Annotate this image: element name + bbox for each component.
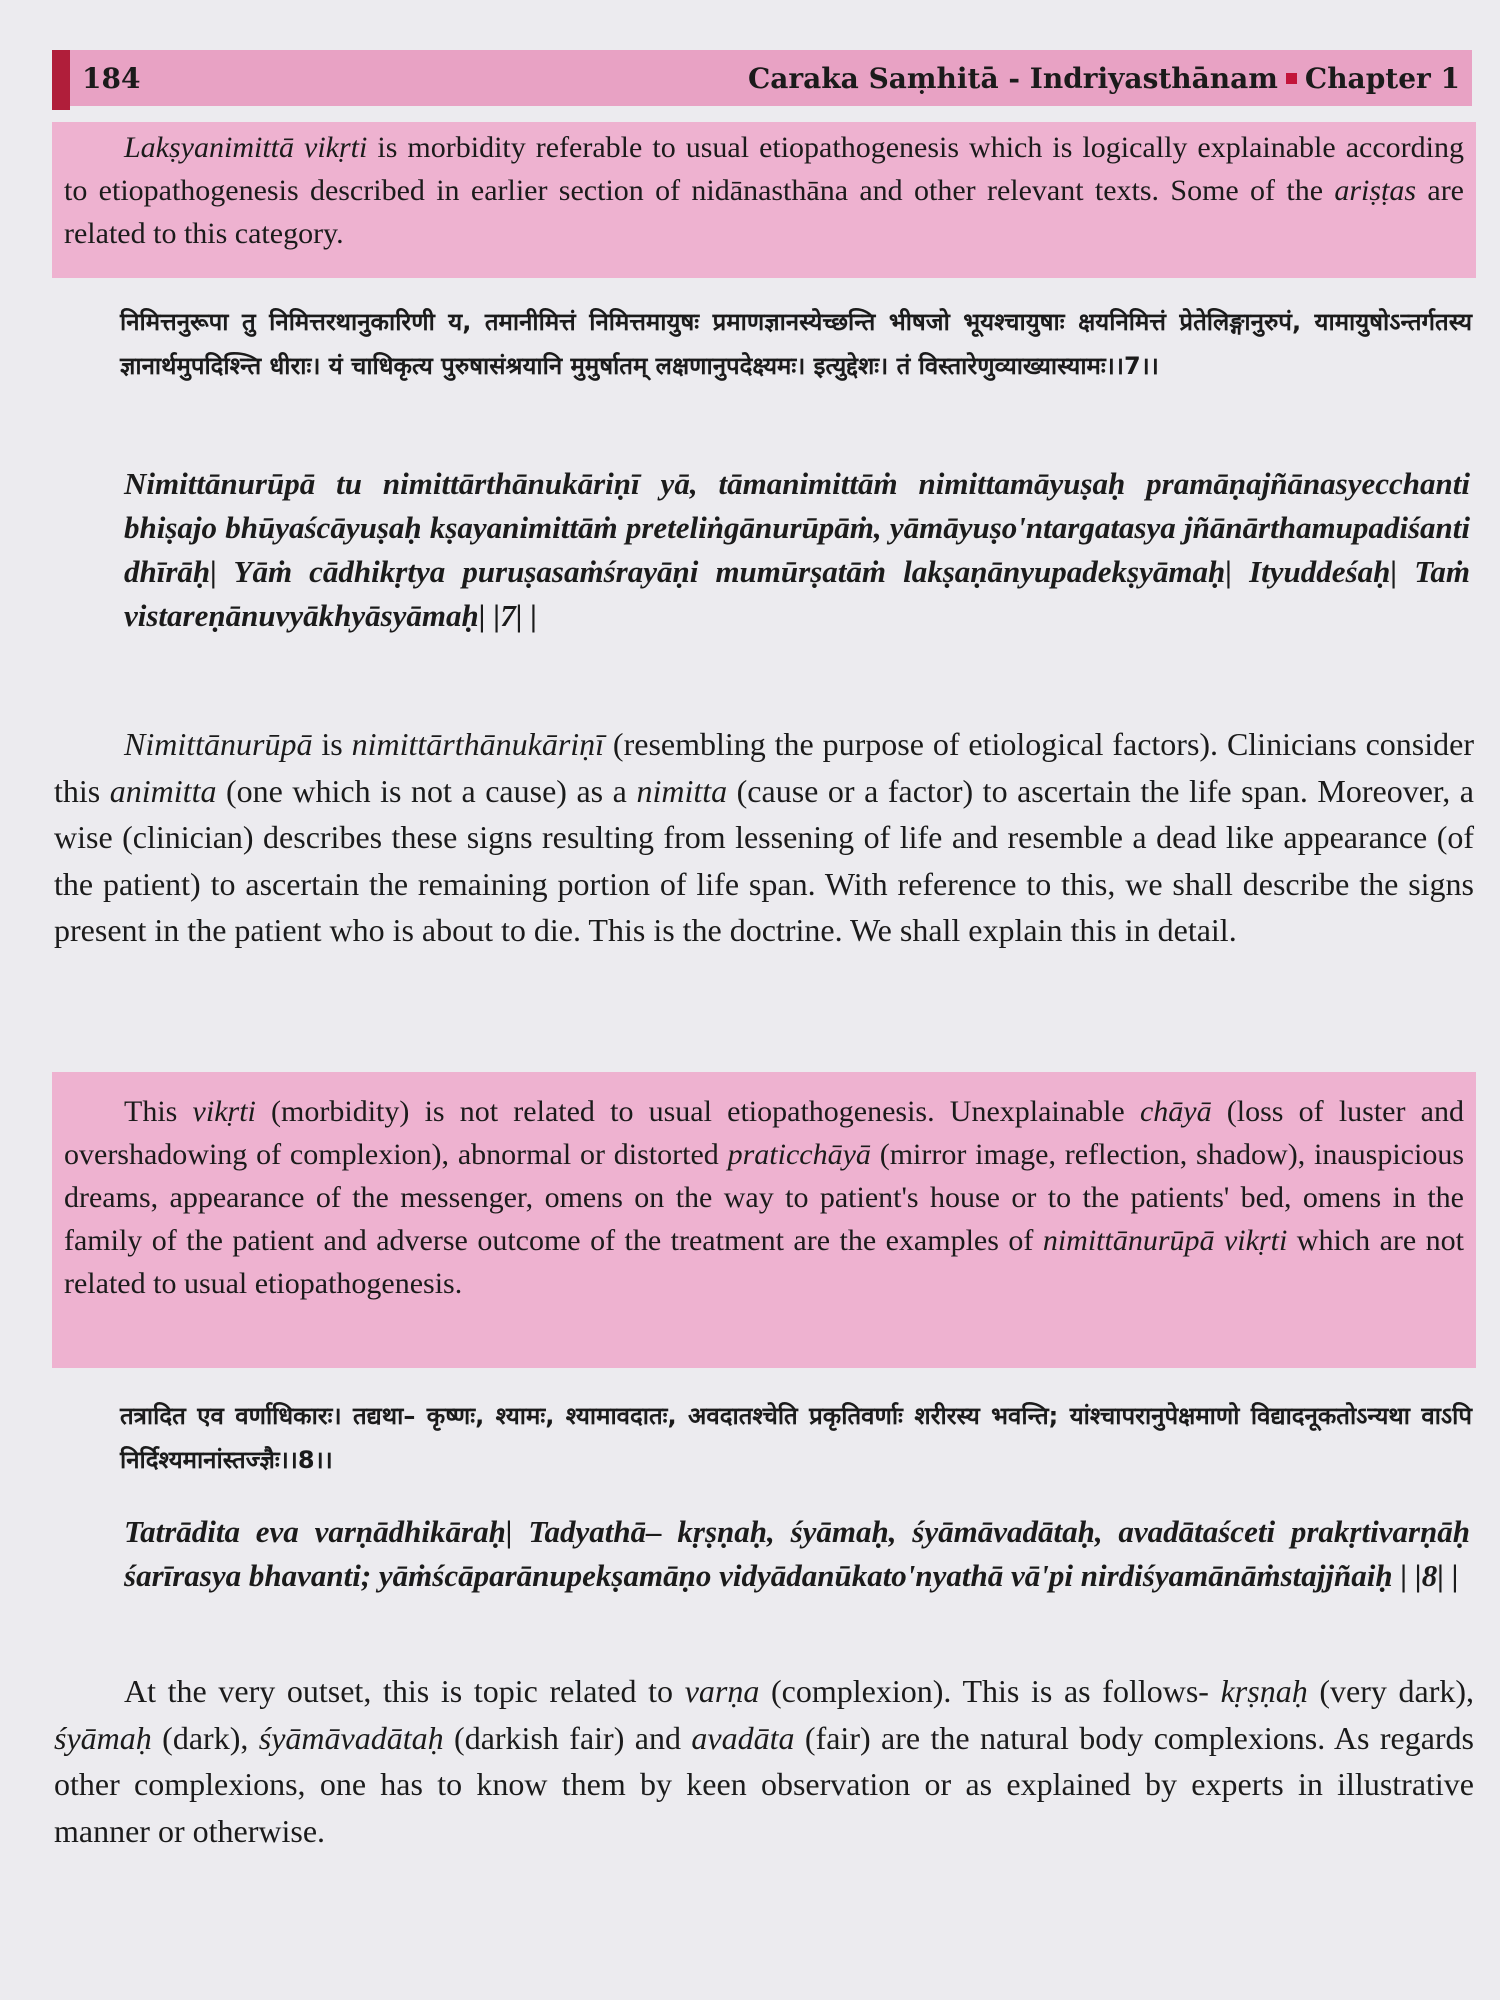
- commentary-box-laksyanimitta: [52, 122, 1476, 278]
- page-number: 184: [82, 62, 141, 95]
- separator-square-icon: [1286, 73, 1297, 84]
- translation-paragraph-7: Nimittānurūpā is nimittārthānukāriṇī (resembling the purpose of etiological factors). Clinicians consider this animitta (one which is not a cause) as a nimitta (cause or a factor) to ascertain the life span. Moreover, a wise (clinician) describes these signs resulting from lessening of life and resemble a dead like appearance (of the patient) to ascertain the remaining portion of life span. With reference to this, we shall describe the signs present in the patient who is about to die. This is the doctrine. We shall explain this in detail.: [54, 726, 1475, 948]
- translation-paragraph-8: At the very outset, this is topic related to varṇa (complexion). This is as follows- kṛṣṇaḥ (very dark), śyāmaḥ (dark), śyāmāvadātaḥ (darkish fair) and avadāta (fair) are the natural body complexions. As regards other complexions, one has to know them by keen observation or as explained by experts in illustrative manner or otherwise.: [54, 1673, 1475, 1849]
- commentary-paragraph: This vikṛti (morbidity) is not related to usual etiopathogenesis. Unexplainable chāyā (loss of luster and overshadowing of complexion), abnormal or distorted praticchāyā (mirror image, reflection, shadow), inauspicious dreams, appearance of the messenger, omens on the way to patient's house or to the patients' bed, omens in the family of the patient and adverse outcome of the treatment are the examples of nimittānurūpā vikṛti which are not related to usual etiopathogenesis.: [64, 1095, 1464, 1300]
- running-header: [52, 50, 1472, 106]
- transliteration-verse-7: Nimittānurūpā tu nimittārthānukāriṇī yā, tāmanimittāṁ nimittamāyuṣaḥ pramāṇajñānasyecchanti bhiṣajo bhūyaścāyuṣaḥ kṣayanimittāṁ preteliṅgānurūpāṁ, yāmāyuṣo'ntargatasya jñānārthamupadiśanti dhīrāḥ| Yāṁ cādhikṛtya puruṣasaṁśrayāṇi mumūrṣatāṁ lakṣaṇānyupadekṣyāmaḥ| Ityuddeśaḥ| Taṁ vistareṇānuvyākhyāsyāmaḥ| |7| |: [124, 466, 1470, 633]
- chapter-label: Chapter 1: [1304, 62, 1460, 95]
- book-title: Caraka Saṃhitā - Indriyasthānam: [747, 62, 1278, 95]
- sanskrit-verse-7: निमित्तनुरूपा तु निमित्तरथानुकारिणी य, तमानीमित्तं निमित्तमायुषः प्रमाणज्ञानस्येच्छन्ति भीषजो भूयश्चायुषाः क्षयनिमित्तं प्रेतेलिङ्गानुरुपं, यामायुषोऽन्तर्गतस्य ज्ञानार्थमुपदिश्न्ति धीराः। यं चाधिकृत्य पुरुषासंश्रयानि मुमुर्षातम् लक्षणानुपदेक्ष्यमः। इत्युद्देशः। तं विस्तारेणुव्याख्यास्यामः।।7।।: [120, 308, 1472, 380]
- running-title: [748, 62, 1460, 95]
- commentary-box-nimittanurupa: [52, 1072, 1476, 1368]
- sanskrit-verse-8: तत्रादित एव वर्णाधिकारः। तद्यथा– कृष्णः, श्यामः, श्यामावदातः, अवदातश्चेति प्रकृतिवर्णाः शरीरस्य भवन्ति; यांश्चापरानुपेक्षमाणो विद्यादनूकतोऽन्यथा वाऽपि निर्दिश्यमानांस्तज्ज्ञैः।।8।।: [120, 1402, 1472, 1474]
- header-marker: [52, 50, 70, 110]
- commentary-paragraph: Lakṣyanimittā vikṛti is morbidity referable to usual etiopathogenesis which is logically explainable according to etiopathogenesis described in earlier section of nidānasthāna and other relevant texts. Some of the ariṣṭas are related to this category.: [64, 131, 1464, 250]
- transliteration-verse-8: Tatrādita eva varṇādhikāraḥ| Tadyathā– kṛṣṇaḥ, śyāmaḥ, śyāmāvadātaḥ, avadātaśceti prakṛtivarṇāḥ śarīrasya bhavanti; yāṁścāparānupekṣamāṇo vidyādanūkato'nyathā vā'pi nirdiśyamānāṁstajjñaiḥ | |8| |: [124, 1514, 1470, 1593]
